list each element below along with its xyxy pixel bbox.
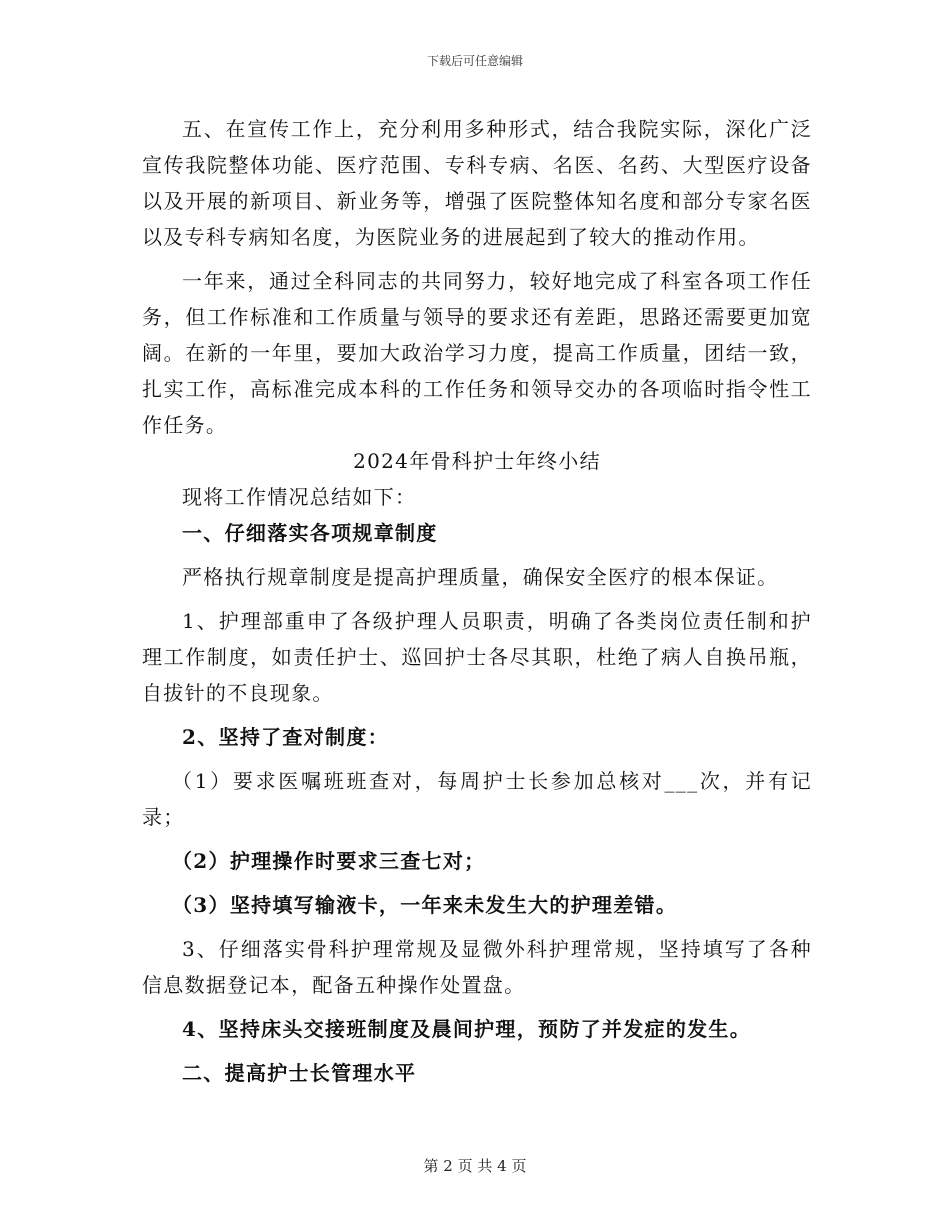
item-bedside-handover: 4、坚持床头交接班制度及晨间护理，预防了并发症的发生。: [182, 1017, 752, 1041]
paragraph-rules-importance: 严格执行规章制度是提高护理质量，确保安全医疗的根本保证。: [182, 565, 779, 589]
page-footer: 第 2 页 共 4 页: [423, 1157, 527, 1175]
heading-checking-system: 2、坚持了查对制度：: [182, 725, 389, 749]
heading-head-nurse: 二、提高护士长管理水平: [182, 1061, 417, 1085]
paragraph-orders-check: （1）要求医嘱班班查对，每周护士长参加总核对___次，并有记录；: [142, 769, 812, 829]
document-body: [142, 111, 812, 1091]
document-title: 2024年骨科护士年终小结: [353, 449, 601, 473]
paragraph-summary-year: 一年来，通过全科同志的共同努力，较好地完成了科室各项工作任务，但工作标准和工作质量与领导的要求还有差距，思路还需要更加宽阔。在新的一年里，要加大政治学习力度，提高工作质量，团结一致，扎实工作，高标准完成本科的工作任务和领导交办的各项临时指令性工作任务。: [142, 269, 812, 437]
paragraph-duties: 1、护理部重申了各级护理人员职责，明确了各类岗位责任制和护理工作制度，如责任护士、巡回护士各尽其职，杜绝了病人自换吊瓶，自拔针的不良现象。: [142, 609, 812, 705]
paragraph-publicity: 五、在宣传工作上，充分利用多种形式，结合我院实际，深化广泛宣传我院整体功能、医疗范围、专科专病、名医、名药、大型医疗设备以及开展的新项目、新业务等，增强了医院整体知名度和部分专家名医以及专科专病知名度，为医院业务的进展起到了较大的推动作用。: [142, 117, 812, 249]
paragraph-nursing-routine: 3、仔细落实骨科护理常规及显微外科护理常规，坚持填写了各种信息数据登记本，配备五种操作处置盘。: [142, 937, 812, 997]
heading-rules: 一、仔细落实各项规章制度: [182, 521, 438, 545]
paragraph-intro: 现将工作情况总结如下：: [182, 485, 417, 509]
item-three-checks: （2）护理操作时要求三查七对；: [172, 849, 486, 873]
page-header: 下载后可任意编辑: [426, 54, 523, 68]
item-infusion-card: （3）坚持填写输液卡，一年来未发生大的护理差错。: [172, 893, 678, 917]
